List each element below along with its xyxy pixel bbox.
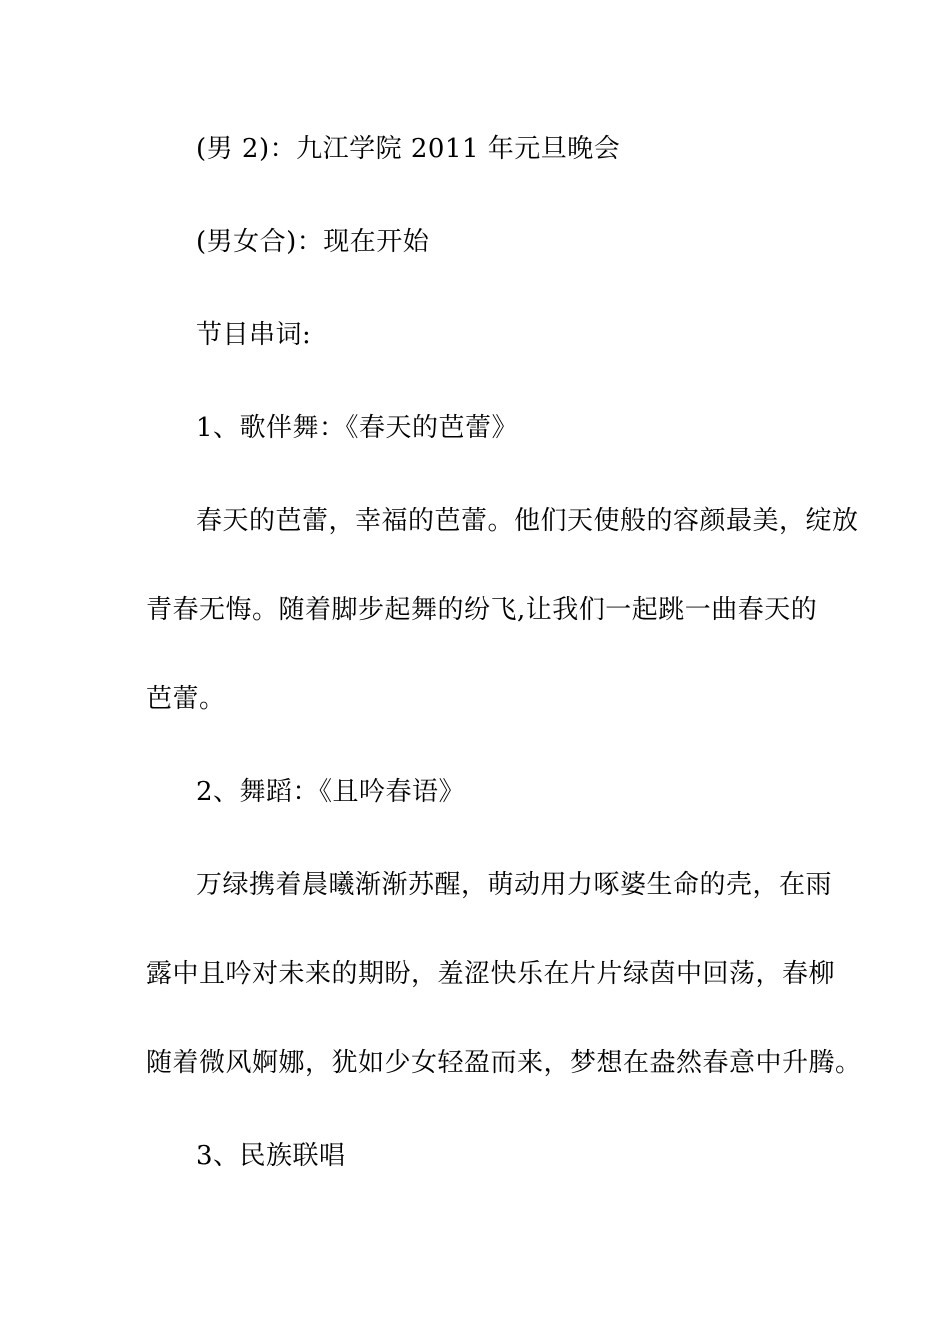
section-heading-program-script: 节目串词: <box>196 320 312 350</box>
paragraph-2-line-3: 随着微风婀娜，犹如少女轻盈而来，梦想在盎然春意中升腾。 <box>146 1048 862 1078</box>
paragraph-2-line-1: 万绿携着晨曦渐渐苏醒，萌动用力啄婆生命的壳，在雨 <box>196 870 833 900</box>
program-title-2: 2、舞蹈：《且吟春语》 <box>196 777 466 807</box>
paragraph-1-line-2: 青春无悔。随着脚步起舞的纷飞,让我们一起跳一曲春天的 <box>146 595 818 625</box>
paragraph-1-line-3: 芭蕾。 <box>146 684 226 714</box>
program-title-1: 1、歌伴舞：《春天的芭蕾》 <box>196 413 519 443</box>
host-line-together: (男女合)：现在开始 <box>196 227 430 257</box>
program-title-3: 3、民族联唱 <box>196 1141 346 1171</box>
host-line-male-2: (男 2)：九江学院 2011 年元旦晚会 <box>196 134 621 164</box>
paragraph-2-line-2: 露中且吟对未来的期盼，羞涩快乐在片片绿茵中回荡，春柳 <box>146 959 836 989</box>
paragraph-1-line-1: 春天的芭蕾，幸福的芭蕾。他们天使般的容颜最美，绽放 <box>196 506 859 536</box>
